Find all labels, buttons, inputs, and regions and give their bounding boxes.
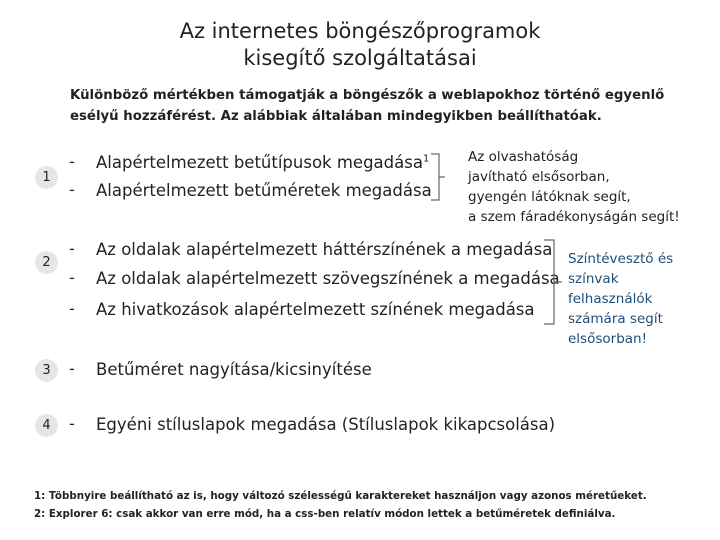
badge-1: 1 (35, 166, 58, 189)
note-readability: Az olvashatóság javítható elsősorban, gyengén látóknak segít, a szem fáradékonyságán segít! (468, 149, 680, 225)
intro-text: Különböző mértékben támogatják a böngészők a weblapokhoz történő egyenlő esélyű hozzáférést. Az alábbiak általában mindegyikben beállíthatóak. (70, 88, 665, 124)
footnote-1: 1: Többnyire beállítható az is, hogy változó szélességű karaktereket használjon vagy azonos méretűeket. (34, 490, 647, 502)
list-item: Alapértelmezett betűméretek megadása (96, 181, 432, 200)
dash: - (69, 268, 75, 287)
list-item: Egyéni stíluslapok megadása (Stíluslapok kikapcsolása) (96, 415, 556, 434)
dash: - (69, 180, 75, 199)
badge-2: 2 (35, 251, 58, 274)
dash: - (69, 152, 75, 171)
dash: - (69, 239, 75, 258)
list-item: Az oldalak alapértelmezett szövegszínének a megadása (96, 269, 560, 288)
dash: - (69, 414, 75, 433)
title-line-2: kisegítő szolgáltatásai (243, 46, 477, 70)
footnote-ref: 1 (422, 153, 430, 165)
title-line-1: Az internetes böngészőprogramok (179, 19, 541, 43)
note-colorblind: Színtévesztő és színvak felhasználók számára segít elsősorban! (568, 251, 674, 347)
brace-1 (422, 150, 465, 206)
list-item: Betűméret nagyítása/kicsinyítése (96, 360, 372, 379)
dash: - (69, 299, 75, 318)
brace-2 (540, 236, 570, 330)
footnote-2: 2: Explorer 6: csak akkor van erre mód, ha a css-ben relatív módon lettek a betűméretek definiálva. (34, 508, 616, 520)
badge-3: 3 (35, 359, 58, 382)
list-item: Az hivatkozások alapértelmezett színének megadása (96, 300, 535, 319)
dash: - (69, 359, 75, 378)
list-item: Az oldalak alapértelmezett háttérszínének a megadása (96, 240, 553, 259)
badge-4: 4 (35, 414, 58, 437)
page-title (0, 18, 720, 72)
list-item: Alapértelmezett betűtípusok megadása$^1$ (96, 153, 430, 172)
